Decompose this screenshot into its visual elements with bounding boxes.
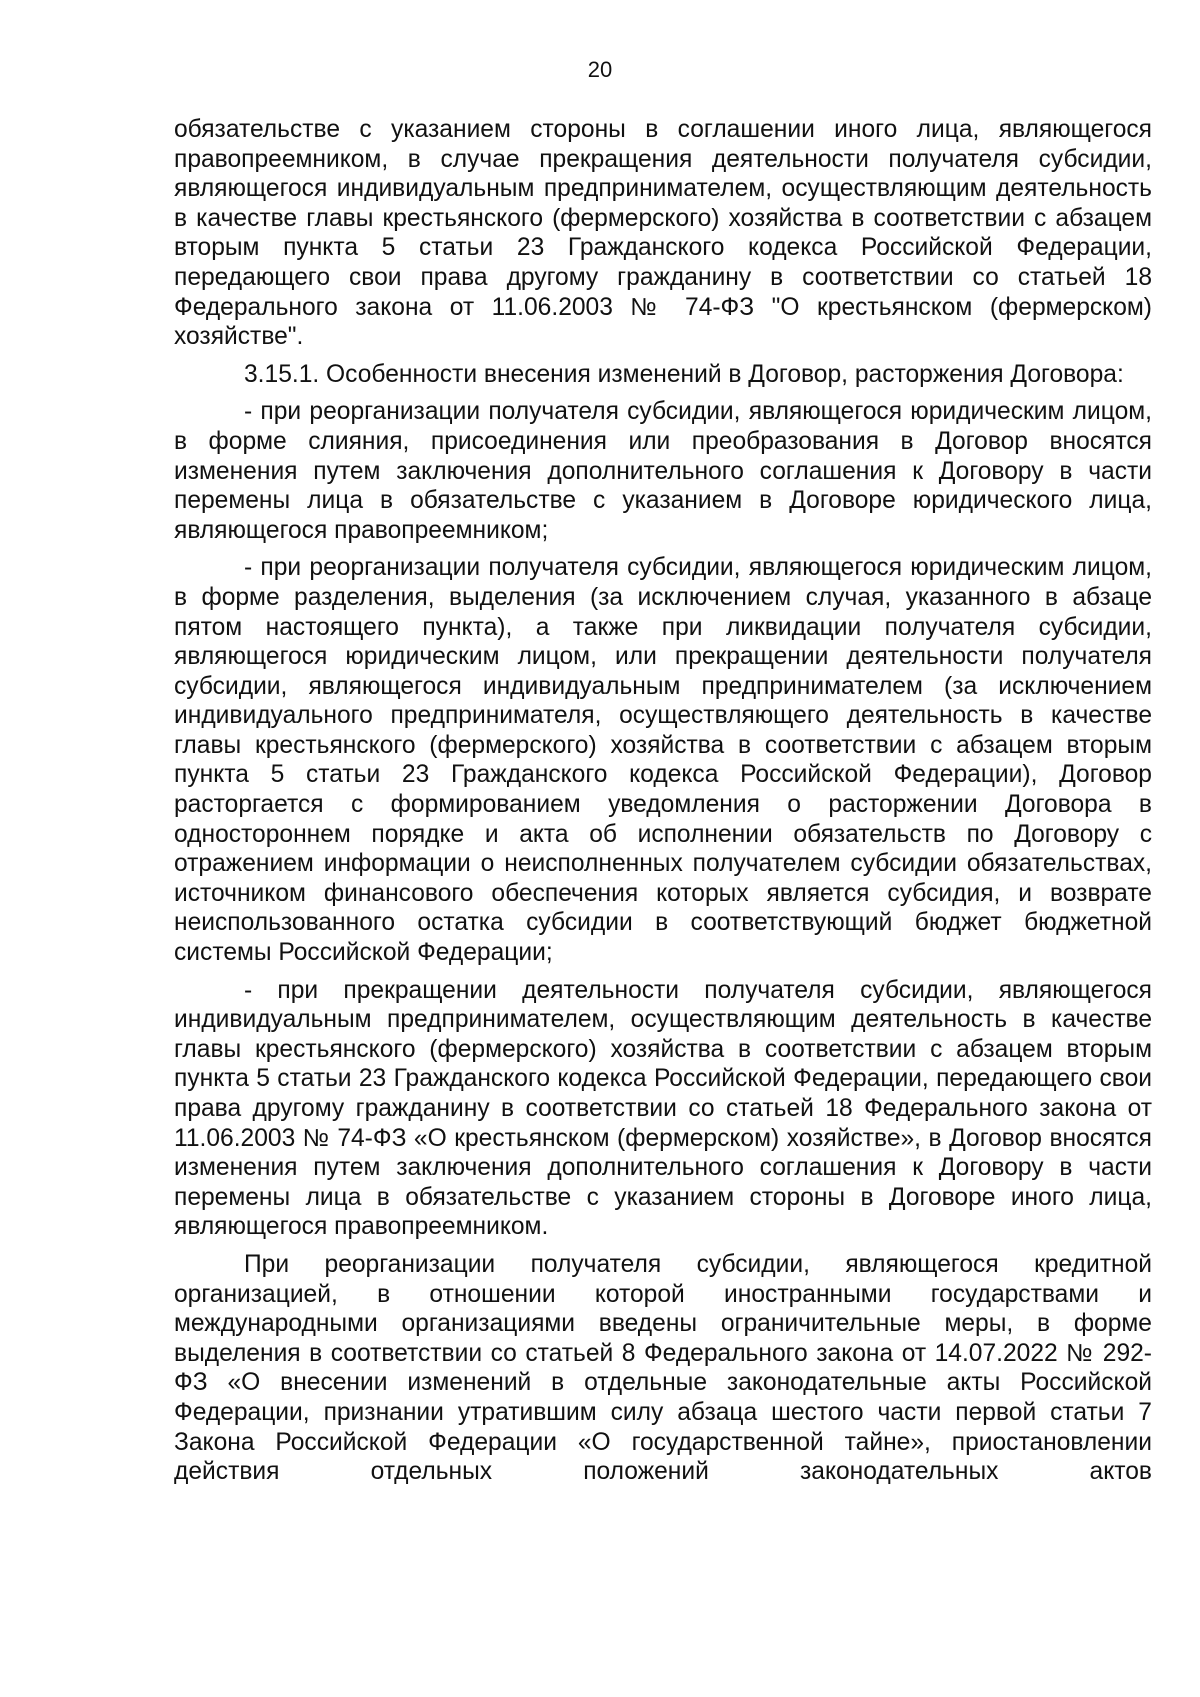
paragraph-division-liquidation: - при реорганизации получателя субсидии, являющегося юридическим лицом, в форме разделения, выделения (за исключением случая, указанного в абзаце пятом настоящего пункта), а также при ликвидации получателя субсидии, являющегося юридическим лицом, или прекращении деятельности получателя субсидии, являющегося индивидуальным предпринимателем (за исключением индивидуального предпринимателя, осуществляющего деятельность в качестве главы крестьянского (фермерского) хозяйства в соответствии с абзацем вторым пункта 5 статьи 23 Гражданского кодекса Российской Федерации), Договор расторгается с формированием уведомления о расторжении Договора в одностороннем порядке и акта об исполнении обязательств по Договору с отражением информации о неисполненных получателем субсидии обязательствах, источником финансового обеспечения которых является субсидия, и возврате неиспользованного остатка субсидии в соответствующий бюджет бюджетной системы Российской Федерации; [174, 554, 1152, 967]
paragraph-continuation: обязательстве с указанием стороны в соглашении иного лица, являющегося правопреемником, в случае прекращения деятельности получателя субсидии, являющегося индивидуальным предпринимателем, осуществляющим деятельность в качестве главы крестьянского (фермерского) хозяйства в соответствии с абзацем вторым пункта 5 статьи 23 Гражданского кодекса Российской Федерации, передающего свои права другому гражданину в соответствии со статьей 18 Федерального закона от 11.06.2003 № 74-ФЗ "О крестьянском (фермерском) хозяйстве". [174, 116, 1152, 351]
paragraph-credit-organization: При реорганизации получателя субсидии, являющегося кредитной организацией, в отношении которой иностранными государствами и международными организациями введены ограничительные меры, в форме выделения в соответствии со статьей 8 Федерального закона от 14.07.2022 № 292-ФЗ «О внесении изменений в отдельные законодательные акты Российской Федерации, признании утратившим силу абзаца шестого части первой статьи 7 Закона Российской Федерации «О государственной тайне», приостановлении действия отдельных положений законодательных актов [174, 1250, 1152, 1486]
page-number: 20 [587, 57, 613, 82]
paragraph-farmer-termination: - при прекращении деятельности получателя субсидии, являющегося индивидуальным предпринимателем, осуществляющим деятельность в качестве главы крестьянского (фермерского) хозяйства в соответствии с абзацем вторым пункта 5 статьи 23 Гражданского кодекса Российской Федерации, передающего свои права другому гражданину в соответствии со статьей 18 Федерального закона от 11.06.2003 № 74-ФЗ «О крестьянском (фермерском) хозяйстве», в Договор вносятся изменения путем заключения дополнительного соглашения к Договору в части перемены лица в обязательстве с указанием стороны в Договоре иного лица, являющегося правопреемником. [174, 976, 1152, 1241]
paragraph-section-3-15-1: 3.15.1. Особенности внесения изменений в Договор, расторжения Договора: [244, 360, 1124, 388]
document-body [174, 115, 1152, 1487]
paragraph-merger-reorganization: - при реорганизации получателя субсидии, являющегося юридическим лицом, в форме слияния, присоединения или преобразования в Договор вносятся изменения путем заключения дополнительного соглашения к Договору в части перемены лица в обязательстве с указанием в Договоре юридического лица, являющегося правопреемником; [174, 398, 1152, 544]
